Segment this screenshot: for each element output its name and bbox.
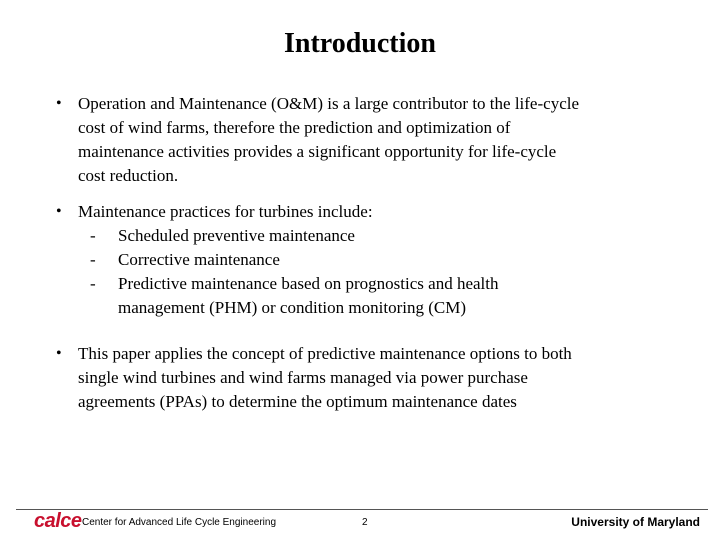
subitem-predictive — [90, 272, 686, 320]
subitem-scheduled — [90, 224, 686, 248]
page-number: 2 — [362, 517, 368, 528]
bullet-line: agreements (PPAs) to determine the optimum maintenance dates — [78, 392, 517, 411]
dash-marker: - — [90, 250, 96, 269]
subitem-corrective — [90, 248, 686, 272]
bullet-line: Maintenance practices for turbines include: — [78, 202, 373, 221]
footer-university: University of Maryland — [571, 515, 700, 529]
bullet-item-om-cost — [56, 92, 686, 188]
bullet-line: cost reduction. — [78, 166, 179, 185]
bullet-item-paper-scope — [56, 342, 686, 414]
subitem-line: Scheduled preventive maintenance — [118, 226, 355, 245]
dash-marker: - — [90, 226, 96, 245]
subitem-line: management (PHM) or condition monitoring (CM) — [118, 298, 466, 317]
dash-marker: - — [90, 274, 96, 293]
bullet-line: cost of wind farms, therefore the prediction and optimization of — [78, 118, 511, 137]
footer-center-name: Center for Advanced Life Cycle Engineering — [82, 517, 277, 528]
footer-divider — [16, 509, 708, 510]
bullet-line: single wind turbines and wind farms managed via power purchase — [78, 368, 528, 387]
bullet-icon: • — [56, 95, 62, 112]
bullet-item-maintenance-practices — [56, 200, 686, 320]
bullet-line: maintenance activities provides a significant opportunity for life-cycle — [78, 142, 557, 161]
bullet-line: This paper applies the concept of predictive maintenance options to both — [78, 344, 572, 363]
bullet-icon: • — [56, 203, 62, 220]
subitem-line: Corrective maintenance — [118, 250, 280, 269]
calce-logo: calce — [34, 510, 82, 532]
bullet-line: Operation and Maintenance (O&M) is a large contributor to the life-cycle — [78, 94, 580, 113]
slide-title: Introduction — [284, 28, 436, 59]
bullet-icon: • — [56, 345, 62, 362]
subitem-line: Predictive maintenance based on prognostics and health — [118, 274, 499, 293]
